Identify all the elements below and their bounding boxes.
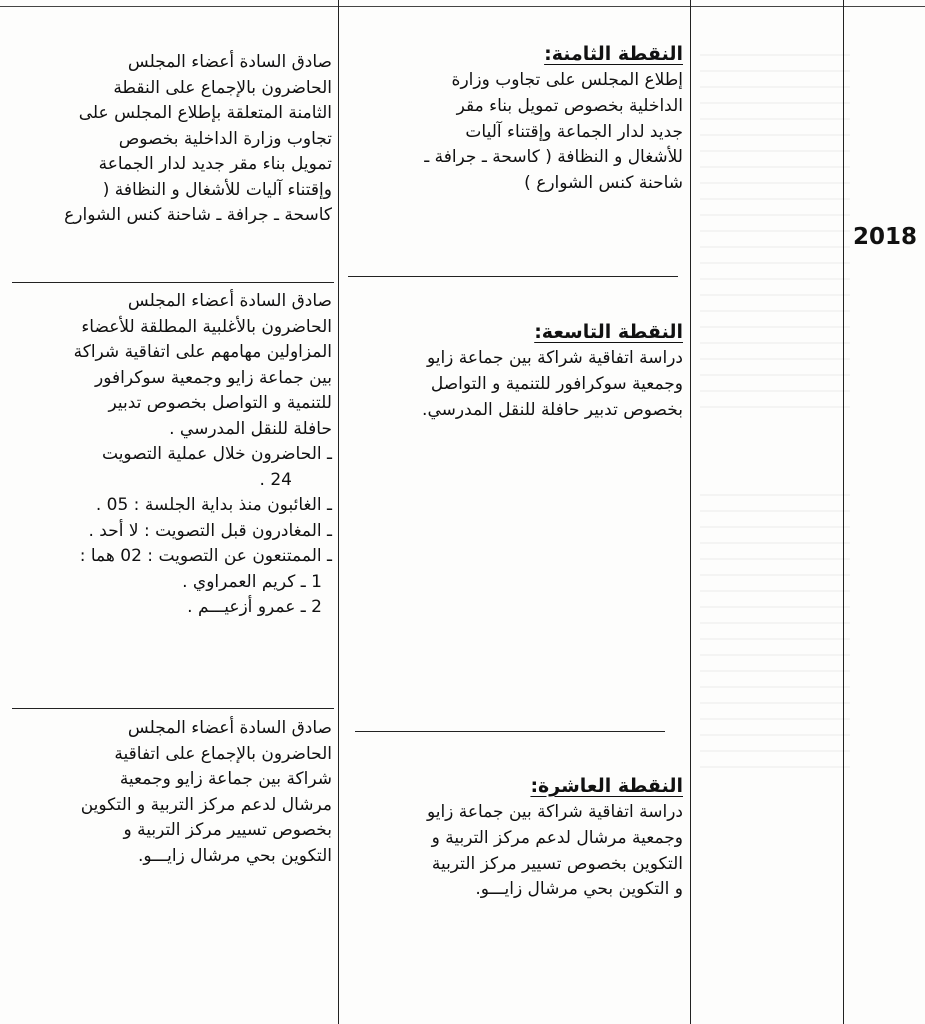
agenda-item-10 bbox=[348, 772, 683, 903]
agenda-item-heading: النقطة العاشرة: bbox=[530, 775, 683, 797]
resolution-line: المزاولين مهامهم على اتفاقية شراكة bbox=[73, 342, 332, 362]
resolution-line: 2 ـ عمرو أزعيـــم . bbox=[187, 597, 322, 617]
agenda-item-line: الداخلية بخصوص تمويل بناء مقر bbox=[456, 95, 683, 116]
resolution-line: 1 ـ كريم العمراوي . bbox=[182, 571, 322, 592]
year-cell: 2018 bbox=[852, 224, 917, 250]
resolution-line: بخصوص تسيير مركز التربية و bbox=[123, 820, 332, 840]
resolution-line: التكوين بحي مرشال زايـــو. bbox=[137, 845, 332, 866]
agenda-item-line: دراسة اتفاقية شراكة بين جماعة زايو bbox=[426, 348, 683, 368]
resolution-separator bbox=[12, 708, 334, 709]
resolution-line: صادق السادة أعضاء المجلس bbox=[127, 718, 332, 738]
resolution-line: الحاضرون بالإجماع على النقطة bbox=[113, 77, 332, 98]
table-top-border bbox=[0, 6, 925, 7]
resolution-line: ـ الغائبون منذ بداية الجلسة : 05 . bbox=[95, 495, 332, 515]
resolution-line: ـ الممتنعون عن التصويت : 02 هما : bbox=[79, 546, 332, 566]
resolution-line: الثامنة المتعلقة بإطلاع المجلس على bbox=[78, 103, 332, 123]
agenda-item-line: جديد لدار الجماعة وإقتناء آليات bbox=[465, 121, 683, 142]
resolution-line: مرشال لدعم مركز التربية و التكوين bbox=[80, 794, 332, 815]
resolution-10 bbox=[10, 716, 332, 869]
bleed-through-texture bbox=[700, 480, 850, 780]
resolution-line: صادق السادة أعضاء المجلس bbox=[127, 291, 332, 311]
agenda-item-heading: النقطة الثامنة: bbox=[544, 43, 683, 65]
agenda-item-line: بخصوص تدبير حافلة للنقل المدرسي. bbox=[422, 399, 683, 420]
column-divider-resolution bbox=[338, 0, 339, 1024]
agenda-item-line: إطلاع المجلس على تجاوب وزارة bbox=[451, 70, 683, 90]
resolution-line: حافلة للنقل المدرسي . bbox=[169, 418, 332, 439]
resolution-separator bbox=[12, 282, 334, 283]
agenda-separator bbox=[355, 731, 665, 732]
resolution-line: صادق السادة أعضاء المجلس bbox=[127, 52, 332, 72]
resolution-line: ـ الحاضرون خلال عملية التصويت bbox=[102, 444, 332, 464]
agenda-item-line: و التكوين بحي مرشال زايـــو. bbox=[475, 879, 683, 900]
resolution-line: 24 . bbox=[259, 469, 292, 490]
agenda-item-heading: النقطة التاسعة: bbox=[534, 321, 683, 343]
resolution-line: الحاضرون بالأغلبية المطلقة للأعضاء bbox=[81, 316, 332, 337]
agenda-item-line: وجمعية مرشال لدعم مركز التربية و bbox=[431, 827, 683, 848]
resolution-line: الحاضرون بالإجماع على اتفاقية bbox=[114, 743, 332, 764]
resolution-line: ـ المغادرون قبل التصويت : لا أحد . bbox=[88, 520, 332, 541]
resolution-line: شراكة بين جماعة زايو وجمعية bbox=[119, 769, 332, 789]
agenda-separator bbox=[348, 276, 678, 277]
agenda-item-9 bbox=[348, 318, 683, 423]
resolution-line: كاسحة ـ جرافة ـ شاحنة كنس الشوارع bbox=[64, 205, 332, 225]
resolution-line: تجاوب وزارة الداخلية بخصوص bbox=[118, 128, 332, 149]
resolution-line: وإقتناء آليات للأشغال و النظافة ( bbox=[102, 179, 332, 200]
resolution-line: بين جماعة زايو وجمعية سوكرافور bbox=[95, 367, 332, 388]
resolution-9 bbox=[10, 289, 332, 621]
resolution-line: للتنمية و التواصل بخصوص تدبير bbox=[108, 393, 332, 413]
resolution-8 bbox=[10, 50, 332, 229]
agenda-item-line: التكوين بخصوص تسيير مركز التربية bbox=[431, 853, 683, 874]
bleed-through-texture bbox=[700, 40, 850, 420]
agenda-item-line: وجمعية سوكرافور للتنمية و التواصل bbox=[430, 373, 683, 394]
agenda-item-line: شاحنة كنس الشوارع ) bbox=[524, 173, 683, 194]
agenda-item-line: للأشغال و النظافة ( كاسحة ـ جرافة ـ bbox=[424, 147, 683, 168]
agenda-item-line: دراسة اتفاقية شراكة بين جماعة زايو bbox=[426, 802, 683, 822]
resolution-line: تمويل بناء مقر جديد لدار الجماعة bbox=[98, 154, 332, 174]
column-divider-agenda bbox=[690, 0, 691, 1024]
agenda-item-8 bbox=[348, 40, 683, 197]
